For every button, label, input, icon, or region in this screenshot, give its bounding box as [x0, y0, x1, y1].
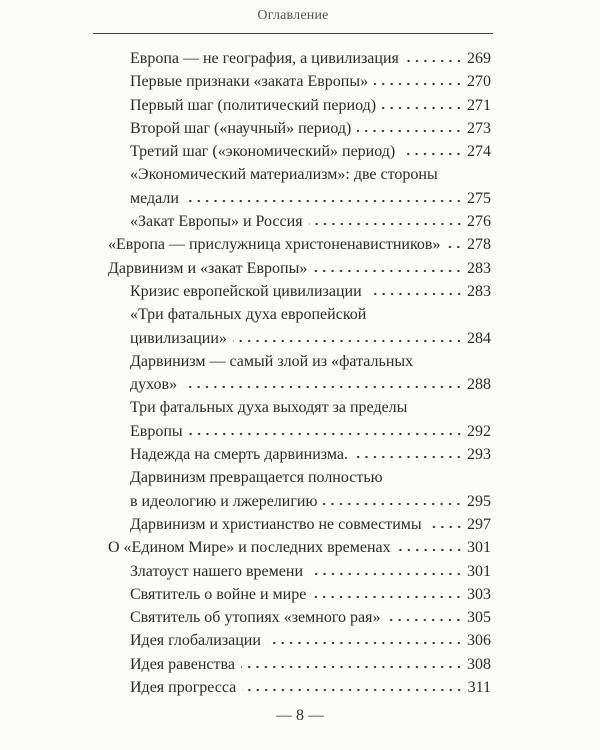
entry-title-line: «Экономический материализм»: две стороны — [130, 166, 438, 184]
toc-entry[interactable] — [0, 606, 600, 629]
entry-title: Первый шаг (политический период) — [130, 96, 377, 114]
dot-leader — [241, 665, 463, 669]
entry-title: Святитель о войне и мире — [130, 585, 307, 603]
entry-page-number: 269 — [467, 50, 491, 67]
entry-title: Идея глобализации — [130, 632, 261, 650]
dot-leader — [354, 455, 463, 459]
toc-entry[interactable] — [0, 303, 600, 350]
table-of-contents — [0, 47, 600, 699]
entry-title-line: медали — [130, 189, 179, 207]
header-rule — [93, 33, 493, 34]
dot-leader — [183, 385, 463, 389]
toc-entry[interactable] — [0, 466, 600, 513]
toc-entry[interactable] — [0, 653, 600, 676]
dot-leader — [309, 222, 463, 226]
entry-title-line: Дарвинизм превращается полностью — [130, 469, 383, 487]
toc-entry[interactable] — [0, 47, 600, 70]
entry-page-number: 278 — [467, 236, 491, 254]
entry-title-line: Европы — [130, 422, 183, 440]
toc-entry[interactable] — [0, 233, 600, 256]
entry-page-number: 288 — [467, 376, 491, 394]
entry-title: «Европа — прислужница христоненавистников» — [108, 236, 441, 254]
entry-page-number: 305 — [467, 609, 491, 627]
entry-page-number: 283 — [467, 259, 491, 277]
entry-page-number: 308 — [467, 655, 491, 673]
entry-page-number: 303 — [467, 585, 491, 603]
dot-leader — [185, 199, 463, 203]
dot-leader — [374, 82, 463, 86]
toc-entry[interactable] — [0, 560, 600, 583]
toc-entry[interactable] — [0, 210, 600, 233]
dot-leader — [397, 548, 463, 552]
toc-entry[interactable] — [0, 163, 600, 210]
entry-title-line: «Три фатальных духа европейской — [130, 306, 367, 324]
entry-page-number: 274 — [467, 143, 491, 161]
entry-title-line: духов» — [130, 376, 178, 394]
entry-page-number: 293 — [467, 446, 491, 464]
entry-title: Дарвинизм и «закат Европы» — [108, 259, 308, 277]
entry-title: Третий шаг («экономический» период) — [130, 143, 396, 161]
entry-page-number: 284 — [467, 329, 491, 347]
toc-entry[interactable] — [0, 350, 600, 397]
entry-page-number: 276 — [467, 213, 491, 231]
entry-title: Европа — не география, а цивилизация — [130, 50, 399, 67]
entry-page-number: 292 — [467, 422, 491, 440]
entry-title: О «Едином Мире» и последних временах — [108, 539, 391, 557]
entry-page-number: 295 — [467, 492, 491, 510]
dot-leader — [382, 106, 463, 110]
entry-title: Идея равенства — [130, 655, 235, 673]
dot-leader — [401, 152, 463, 156]
toc-entry[interactable] — [0, 70, 600, 93]
entry-title-line: цивилизации» — [130, 329, 227, 347]
toc-entry[interactable] — [0, 280, 600, 303]
entry-title: Второй шаг («научный» период) — [130, 119, 352, 137]
entry-title-line: в идеологию и лжерелигию — [130, 492, 318, 510]
dot-leader — [242, 688, 463, 692]
entry-title: Дарвинизм и христианство не совместимы — [130, 515, 422, 533]
entry-title: Святитель об утопиях «земного рая» — [130, 609, 381, 627]
entry-page-number: 297 — [467, 515, 491, 533]
entry-title-line: Три фатальных духа выходят за пределы — [130, 399, 408, 417]
dot-leader — [405, 59, 463, 63]
entry-page-number: 311 — [467, 679, 491, 697]
entry-page-number: 301 — [467, 562, 491, 580]
toc-entry[interactable] — [0, 396, 600, 443]
entry-title: Надежда на смерть дарвинизма. — [130, 446, 348, 464]
toc-entry[interactable] — [0, 629, 600, 652]
toc-entry[interactable] — [0, 676, 600, 699]
entry-page-number: 270 — [467, 73, 491, 91]
running-header: Оглавление — [257, 8, 329, 23]
dot-leader — [428, 525, 463, 529]
toc-entry[interactable] — [0, 257, 600, 280]
entry-page-number: 271 — [467, 96, 491, 114]
page-number: — 8 — — [276, 707, 324, 724]
toc-entry[interactable] — [0, 536, 600, 559]
entry-page-number: 301 — [467, 539, 491, 557]
entry-page-number: 275 — [467, 189, 491, 207]
dot-leader — [189, 432, 463, 436]
toc-entry[interactable] — [0, 443, 600, 466]
toc-entry[interactable] — [0, 94, 600, 117]
entry-title: Кризис европейской цивилизации — [130, 282, 362, 300]
entry-page-number: 306 — [467, 632, 491, 650]
entry-title: «Закат Европы» и Россия — [130, 213, 303, 231]
toc-entry[interactable] — [0, 117, 600, 140]
toc-entry[interactable] — [0, 513, 600, 536]
dot-leader — [357, 129, 463, 133]
dot-leader — [323, 502, 463, 506]
dot-leader — [368, 292, 463, 296]
dot-leader — [313, 269, 463, 273]
dot-leader — [309, 572, 463, 576]
dot-leader — [386, 618, 463, 622]
dot-leader — [446, 245, 463, 249]
entry-page-number: 273 — [467, 119, 491, 137]
toc-entry[interactable] — [0, 140, 600, 163]
dot-leader — [267, 641, 463, 645]
entry-page-number: 283 — [467, 282, 491, 300]
entry-title-line: Дарвинизм — самый злой из «фатальных — [130, 352, 414, 370]
toc-entry[interactable] — [0, 583, 600, 606]
dot-leader — [312, 595, 463, 599]
entry-title: Златоуст нашего времени — [130, 562, 303, 580]
entry-title: Идея прогресса — [130, 679, 237, 697]
dot-leader — [233, 339, 463, 343]
entry-title: Первые признаки «заката Европы» — [130, 73, 369, 91]
